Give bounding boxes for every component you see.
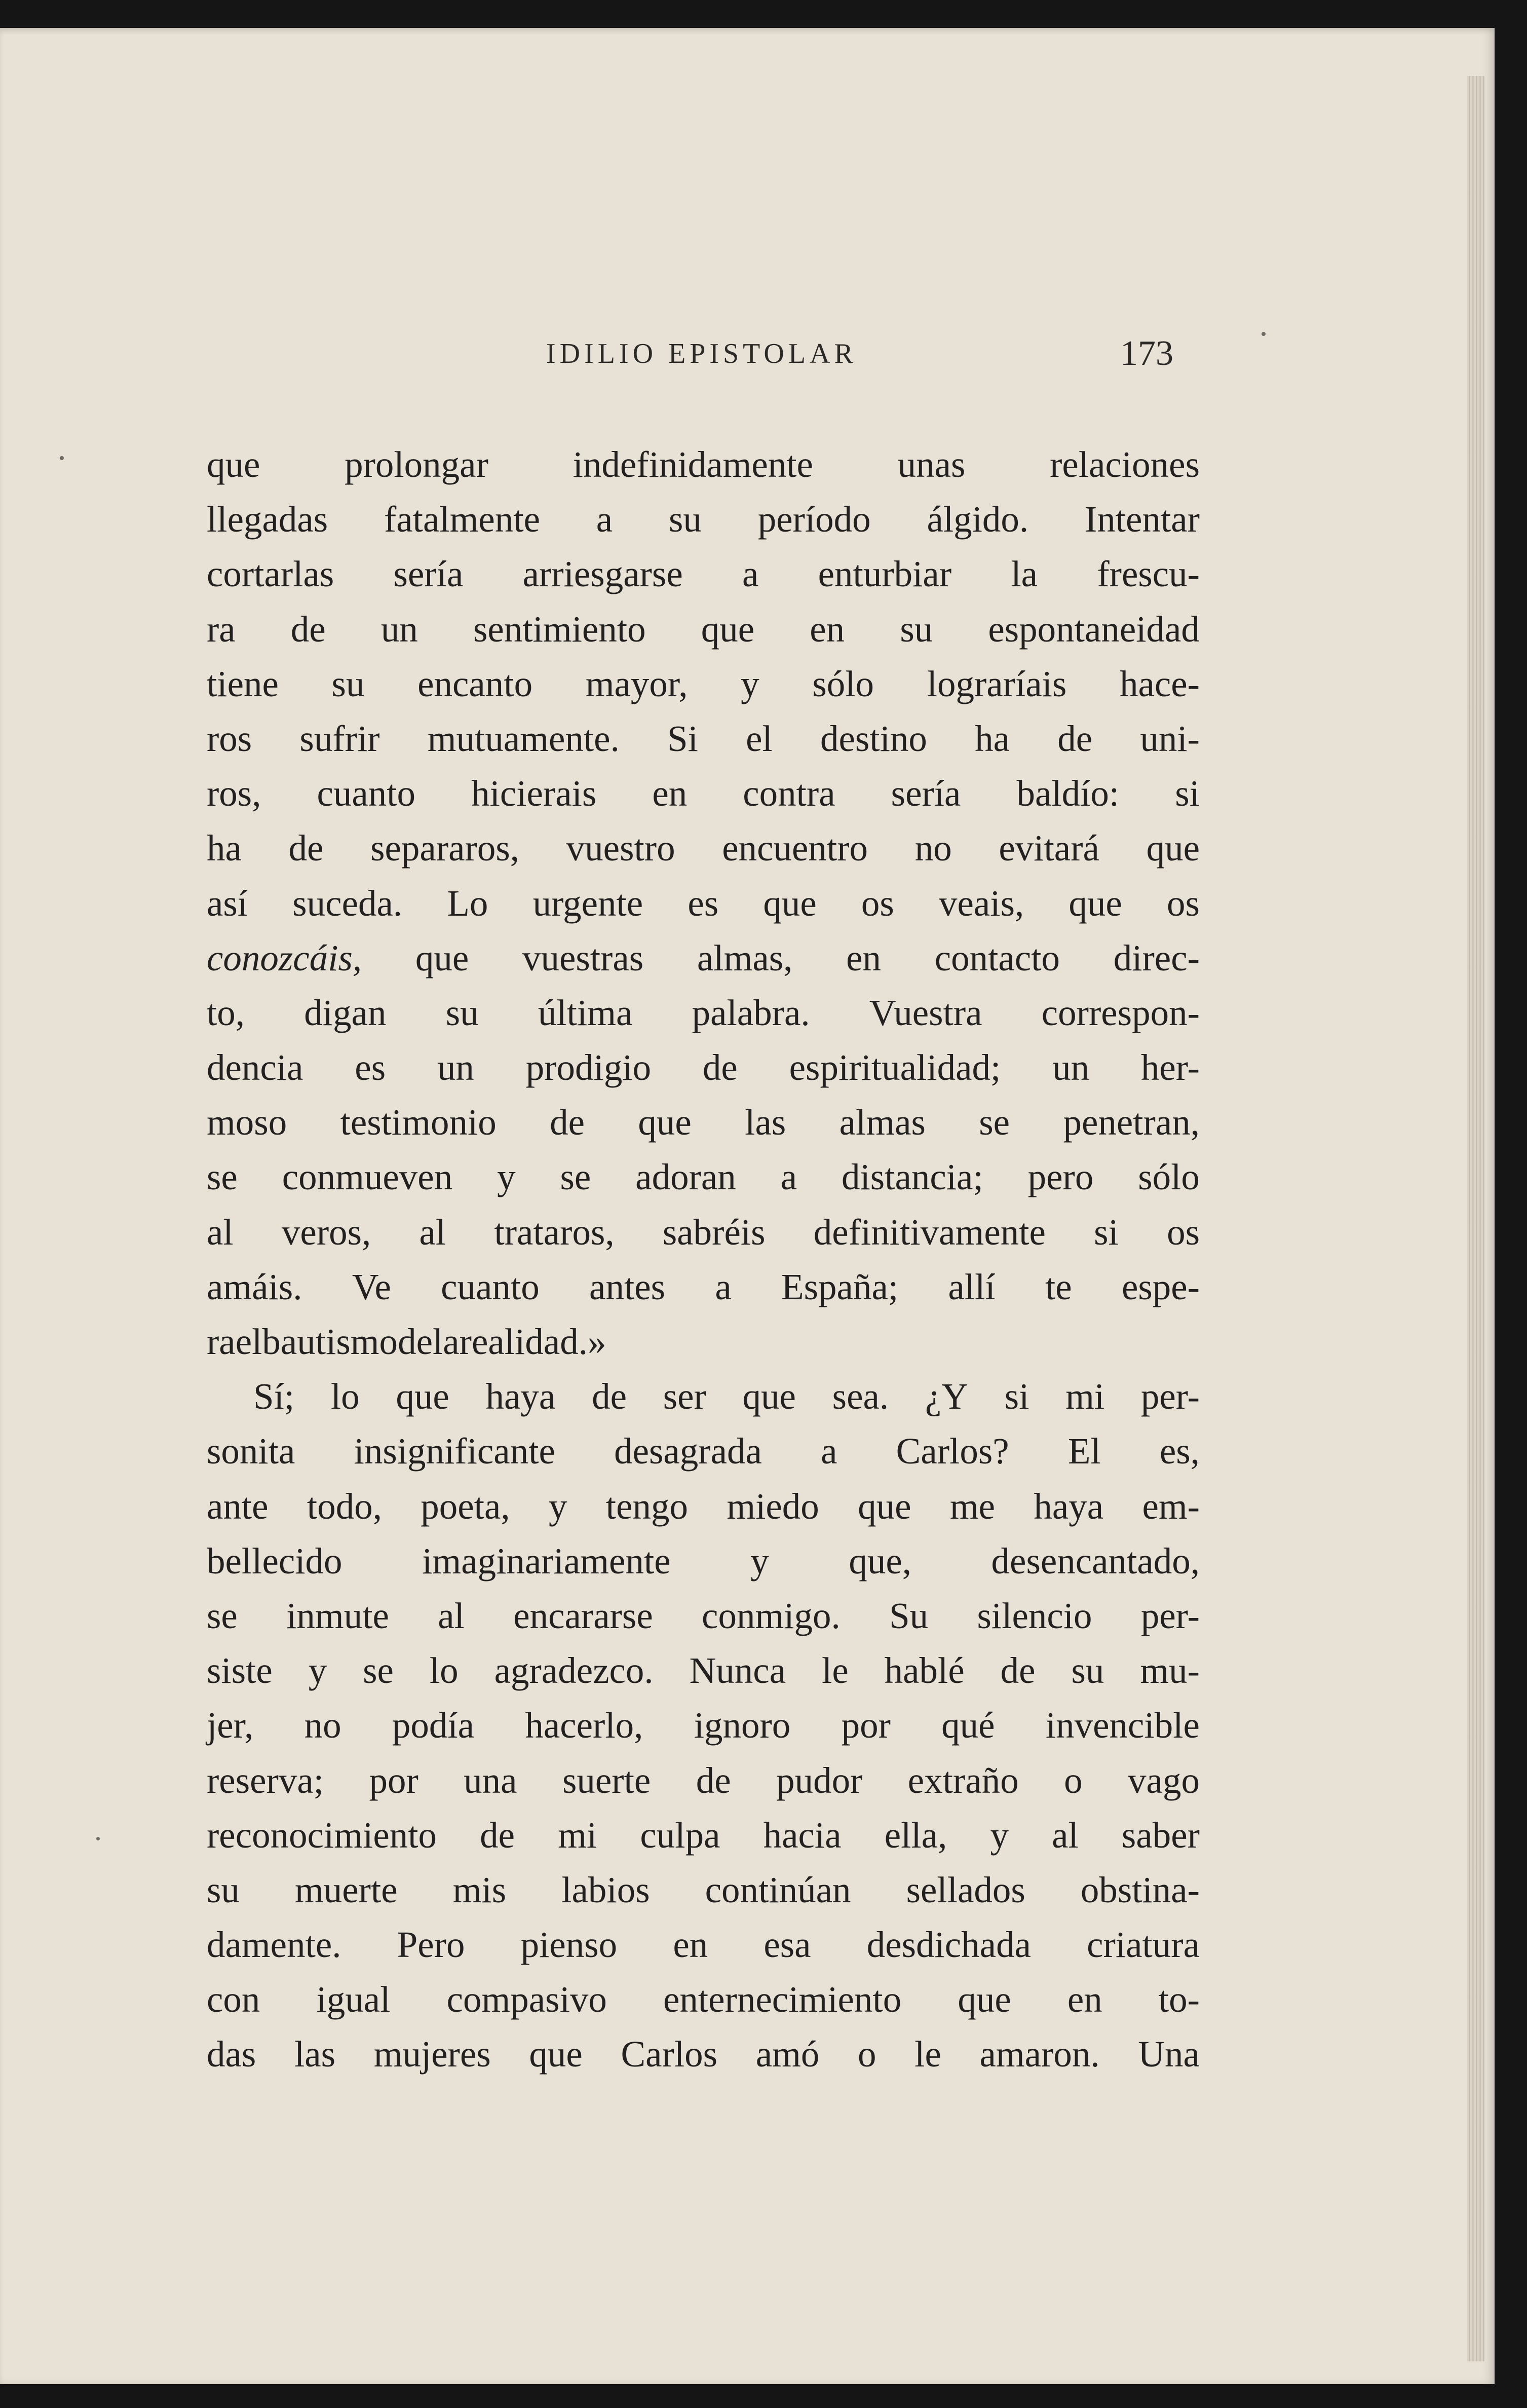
word: mutuamente.	[427, 718, 620, 759]
word: sería	[891, 773, 961, 814]
word: unas	[897, 444, 966, 485]
word: dencia	[207, 1047, 303, 1088]
word: es	[688, 882, 719, 924]
word: cortarlas	[207, 553, 334, 595]
word: de	[290, 608, 326, 650]
word: Su	[889, 1595, 929, 1636]
word: y	[497, 1156, 516, 1198]
word: su	[207, 1869, 240, 1910]
word: reserva;	[207, 1759, 324, 1801]
word: ros,	[207, 773, 261, 814]
word: ¿Y	[925, 1376, 968, 1417]
word: conozcáis,	[207, 937, 362, 979]
word: podía	[392, 1705, 475, 1746]
word: tengo	[605, 1485, 688, 1527]
page-edge-texture	[1467, 76, 1484, 2361]
text-line	[207, 1972, 1200, 2027]
word: cuanto	[441, 1266, 540, 1307]
speck-mark	[96, 1837, 100, 1840]
word: sólo	[812, 663, 874, 704]
text-line	[207, 1808, 1200, 1863]
word: encararse	[513, 1595, 653, 1636]
word: extraño	[907, 1759, 1019, 1801]
word: ha	[975, 718, 1010, 759]
word: jer,	[207, 1705, 254, 1746]
word: última	[538, 992, 633, 1033]
word: hablé	[884, 1650, 965, 1691]
word: su	[668, 499, 702, 540]
word: si	[1094, 1211, 1119, 1253]
text-line	[207, 1534, 1200, 1589]
word: sentimiento	[473, 608, 646, 650]
word: veais,	[938, 882, 1024, 924]
word: su	[331, 663, 365, 704]
word: mis	[452, 1869, 507, 1910]
word: ros	[207, 718, 252, 759]
word: direc-	[1113, 937, 1200, 979]
word: que	[763, 882, 817, 924]
word: her-	[1140, 1047, 1200, 1088]
word: por	[841, 1705, 891, 1746]
word: correspon-	[1041, 992, 1200, 1033]
word: hace-	[1119, 663, 1200, 704]
word: a	[780, 1156, 797, 1198]
word: palabra.	[692, 992, 810, 1033]
word: antes	[589, 1266, 666, 1307]
word: digan	[304, 992, 387, 1033]
word: es	[355, 1047, 386, 1088]
word: Ve	[352, 1266, 391, 1307]
word: labios	[561, 1869, 650, 1910]
word: realidad.»	[459, 1321, 606, 1362]
word: o	[1064, 1759, 1083, 1801]
word: obstina-	[1080, 1869, 1200, 1910]
word: prolongar	[345, 444, 488, 485]
page-number: 173	[1120, 334, 1173, 373]
word: pudor	[776, 1759, 863, 1801]
word: lo	[429, 1650, 459, 1691]
word: das	[207, 2034, 256, 2075]
word: que	[1068, 882, 1122, 924]
word: de	[702, 1047, 738, 1088]
word: un	[437, 1047, 474, 1088]
word: con	[207, 1979, 260, 2020]
word: esa	[764, 1924, 811, 1966]
word: lograríais	[927, 663, 1067, 704]
word: ella,	[884, 1814, 947, 1856]
word: a	[596, 499, 613, 540]
word: es,	[1159, 1431, 1200, 1472]
word: el	[746, 718, 773, 759]
word: compasivo	[446, 1979, 607, 2020]
word: hacerlo,	[525, 1705, 643, 1746]
text-line	[207, 1753, 1200, 1808]
word: desencantado,	[991, 1540, 1200, 1582]
word: per-	[1140, 1376, 1200, 1417]
word: ra	[207, 1321, 236, 1362]
text-line	[207, 1917, 1200, 1972]
word: baldío:	[1016, 773, 1120, 814]
word: evitará	[999, 827, 1099, 869]
word: reconocimiento	[207, 1814, 437, 1856]
word: uni-	[1140, 718, 1200, 759]
word: mujeres	[373, 2034, 491, 2075]
text-line	[207, 2027, 1200, 2082]
word: le	[822, 1650, 849, 1691]
word: y	[308, 1650, 327, 1691]
word: todo,	[307, 1485, 382, 1527]
word: de	[550, 1102, 585, 1143]
word: de	[1000, 1650, 1036, 1691]
word: de	[288, 827, 324, 869]
word: en	[846, 937, 882, 979]
word: de	[480, 1814, 515, 1856]
word: el	[235, 1321, 262, 1362]
word: espe-	[1121, 1266, 1200, 1307]
word: testimonio	[340, 1102, 497, 1143]
text-line	[207, 1643, 1200, 1698]
word: haya	[1034, 1485, 1104, 1527]
word: arriesgarse	[522, 553, 683, 595]
word: silencio	[977, 1595, 1092, 1636]
word: moso	[207, 1102, 287, 1143]
word: se	[979, 1102, 1010, 1143]
word: las	[745, 1102, 786, 1143]
word: continúan	[705, 1869, 851, 1910]
word: amaron.	[979, 2034, 1100, 2075]
text-line	[207, 711, 1200, 766]
word: se	[560, 1156, 591, 1198]
word: a	[742, 553, 759, 595]
word: adoran	[635, 1156, 736, 1198]
word: la	[1011, 553, 1038, 595]
word: enturbiar	[818, 553, 952, 595]
text-line	[207, 1698, 1200, 1753]
word: poeta,	[421, 1485, 510, 1527]
word: fatalmente	[384, 499, 541, 540]
word: hicierais	[471, 773, 597, 814]
word: período	[757, 499, 871, 540]
word: espiritualidad;	[789, 1047, 1001, 1088]
word: Si	[667, 718, 698, 759]
word: y	[990, 1814, 1009, 1856]
word: to-	[1158, 1979, 1200, 2020]
word: suerte	[562, 1759, 651, 1801]
word: amáis.	[207, 1266, 302, 1307]
word: separaros,	[370, 827, 520, 869]
word: miedo	[727, 1485, 819, 1527]
word: álgido.	[927, 499, 1029, 540]
word: al	[419, 1211, 446, 1253]
word: contacto	[934, 937, 1060, 979]
text-line	[207, 1260, 1200, 1314]
word: en	[1067, 1979, 1102, 2020]
word: se	[207, 1595, 238, 1636]
text-line	[207, 1479, 1200, 1534]
word: de	[592, 1376, 627, 1417]
text-line	[207, 986, 1200, 1040]
word: al	[207, 1211, 234, 1253]
word: que	[638, 1102, 692, 1143]
text-line	[207, 1205, 1200, 1260]
word: ignoro	[694, 1705, 791, 1746]
text-line	[207, 602, 1200, 657]
word: que	[529, 2034, 583, 2075]
word: si	[1004, 1376, 1029, 1417]
text-line	[207, 766, 1200, 821]
word: imaginariamente	[422, 1540, 671, 1582]
word: relaciones	[1050, 444, 1200, 485]
word: qué	[941, 1705, 995, 1746]
word: sea.	[832, 1376, 889, 1417]
word: en	[810, 608, 845, 650]
word: su	[445, 992, 479, 1033]
word: así	[207, 882, 248, 924]
word: invencible	[1045, 1705, 1200, 1746]
word: se	[207, 1156, 238, 1198]
text-line	[207, 1150, 1200, 1205]
word: haya	[485, 1376, 556, 1417]
word: penetran,	[1063, 1102, 1200, 1143]
word: al	[438, 1595, 465, 1636]
word: trataros,	[494, 1211, 615, 1253]
word: lo	[330, 1376, 360, 1417]
word: cuanto	[317, 773, 416, 814]
speck-mark	[1262, 332, 1266, 336]
word: contra	[743, 773, 835, 814]
word: El	[1067, 1431, 1101, 1472]
word: frescu-	[1097, 553, 1200, 595]
word: desagrada	[614, 1431, 762, 1472]
word: muerte	[294, 1869, 398, 1910]
word: un	[1052, 1047, 1090, 1088]
word: mu-	[1140, 1650, 1200, 1691]
word: mi	[558, 1814, 597, 1856]
word: al	[1052, 1814, 1079, 1856]
word: enternecimiento	[663, 1979, 902, 2020]
word: Vuestra	[869, 992, 982, 1033]
word: indefinidamente	[572, 444, 813, 485]
word: en	[673, 1924, 708, 1966]
word: bautismo	[262, 1321, 398, 1362]
word: igual	[316, 1979, 391, 2020]
word: un	[380, 608, 418, 650]
text-line	[207, 1589, 1200, 1643]
word: vuestro	[566, 827, 675, 869]
word: por	[369, 1759, 418, 1801]
word: de	[696, 1759, 731, 1801]
word: espontaneidad	[988, 608, 1200, 650]
word: vago	[1128, 1759, 1200, 1801]
word: conmigo.	[702, 1595, 841, 1636]
word: allí	[948, 1266, 996, 1307]
word: las	[294, 2034, 336, 2075]
word: Sí;	[253, 1376, 295, 1417]
word: insignificante	[354, 1431, 555, 1472]
word: suceda.	[292, 882, 403, 924]
word: que	[701, 608, 755, 650]
word: mayor,	[585, 663, 688, 704]
word: a	[821, 1431, 837, 1472]
word: no	[304, 1705, 341, 1746]
word: que	[415, 937, 469, 979]
word: una	[464, 1759, 517, 1801]
word: os	[1166, 882, 1200, 924]
word: Carlos	[621, 2034, 718, 2075]
word: desdichada	[866, 1924, 1031, 1966]
word: y	[548, 1485, 567, 1527]
word: sabréis	[662, 1211, 766, 1253]
running-head: IDILIO EPISTOLAR	[546, 338, 857, 369]
text-line	[207, 547, 1200, 601]
word: se	[363, 1650, 394, 1691]
word: criatura	[1087, 1924, 1200, 1966]
book-page	[0, 28, 1495, 2384]
word: tiene	[207, 663, 279, 704]
word: y	[741, 663, 759, 704]
page-header	[546, 331, 1173, 377]
body-text	[207, 437, 1200, 2082]
word: pero	[1027, 1156, 1094, 1198]
text-line	[207, 931, 1200, 986]
word: Intentar	[1084, 499, 1200, 540]
word: hacia	[763, 1814, 842, 1856]
word: te	[1045, 1266, 1072, 1307]
word: prodigio	[525, 1047, 652, 1088]
text-line	[207, 876, 1200, 931]
text-line	[207, 1040, 1200, 1095]
word: em-	[1142, 1485, 1200, 1527]
word: me	[949, 1485, 996, 1527]
word: que	[858, 1485, 911, 1527]
word: almas,	[697, 937, 793, 979]
speck-mark	[60, 456, 64, 460]
text-line	[207, 1095, 1200, 1150]
word: os	[1167, 1211, 1200, 1253]
word: mi	[1065, 1376, 1105, 1417]
word: España;	[781, 1266, 899, 1307]
word: sellados	[906, 1869, 1025, 1910]
word: Lo	[447, 882, 488, 924]
word: agradezco.	[494, 1650, 654, 1691]
word: ante	[207, 1485, 269, 1527]
word: conmueven	[282, 1156, 453, 1198]
word: de	[1057, 718, 1093, 759]
word: que	[396, 1376, 449, 1417]
word: la	[432, 1321, 460, 1362]
word: vuestras	[522, 937, 644, 979]
word: encanto	[417, 663, 533, 704]
word: que	[742, 1376, 796, 1417]
word: no	[914, 827, 952, 869]
word: Una	[1138, 2034, 1200, 2075]
word: bellecido	[207, 1540, 342, 1582]
word: ser	[663, 1376, 706, 1417]
word: su	[900, 608, 933, 650]
word: su	[1071, 1650, 1104, 1691]
word: ra	[207, 608, 236, 650]
word: damente.	[207, 1924, 341, 1966]
word: destino	[820, 718, 927, 759]
word: o	[858, 2034, 876, 2075]
word: que	[207, 444, 260, 485]
word: almas	[839, 1102, 926, 1143]
word: sólo	[1138, 1156, 1200, 1198]
word: y	[750, 1540, 769, 1582]
word: urgente	[532, 882, 643, 924]
word: saber	[1121, 1814, 1200, 1856]
word: en	[652, 773, 688, 814]
word: definitivamente	[813, 1211, 1046, 1253]
word: Pero	[397, 1924, 465, 1966]
text-line	[207, 437, 1200, 492]
text-line	[207, 1863, 1200, 1917]
word: culpa	[640, 1814, 720, 1856]
text-line	[207, 1369, 1200, 1424]
text-line	[207, 657, 1200, 711]
word: per-	[1140, 1595, 1200, 1636]
text-line	[207, 1314, 1200, 1369]
word: llegadas	[207, 499, 328, 540]
word: Carlos?	[896, 1431, 1009, 1472]
word: sonita	[207, 1431, 295, 1472]
word: de	[398, 1321, 433, 1362]
word: ha	[207, 827, 242, 869]
word: que	[1146, 827, 1200, 869]
word: os	[861, 882, 894, 924]
word: le	[914, 2034, 941, 2075]
word: Nunca	[689, 1650, 786, 1691]
word: pienso	[520, 1924, 618, 1966]
word: siste	[207, 1650, 273, 1691]
word: inmute	[286, 1595, 389, 1636]
word: a	[715, 1266, 732, 1307]
text-line	[207, 821, 1200, 876]
word: si	[1175, 773, 1200, 814]
word: veros,	[281, 1211, 371, 1253]
word: encuentro	[722, 827, 868, 869]
word: to,	[207, 992, 245, 1033]
word: sería	[393, 553, 464, 595]
word: que,	[849, 1540, 911, 1582]
text-line	[207, 1424, 1200, 1479]
word: amó	[755, 2034, 820, 2075]
word: distancia;	[841, 1156, 983, 1198]
word: que	[958, 1979, 1011, 2020]
word: sufrir	[299, 718, 380, 759]
text-line	[207, 492, 1200, 547]
